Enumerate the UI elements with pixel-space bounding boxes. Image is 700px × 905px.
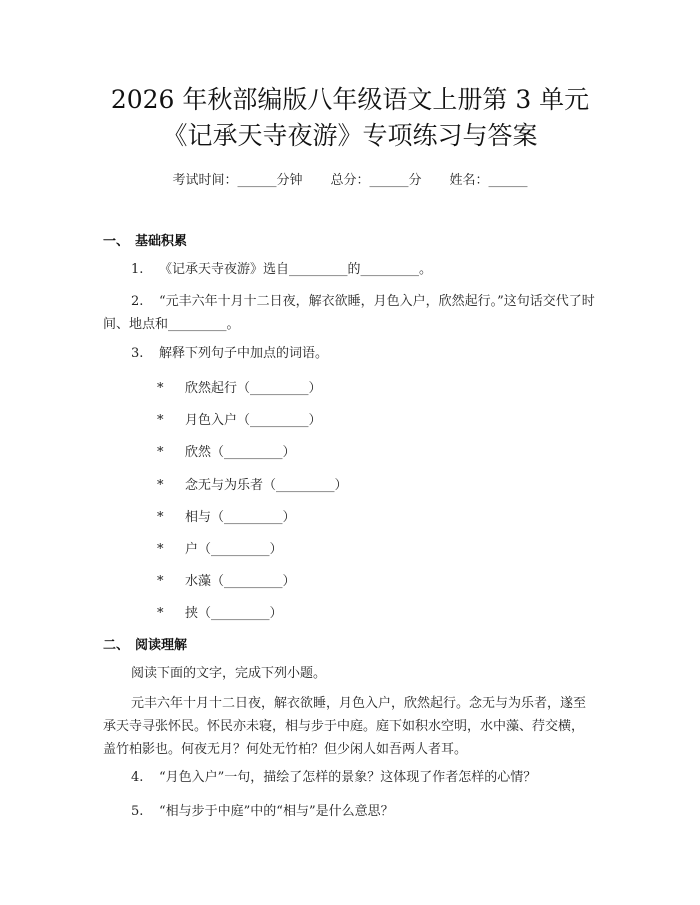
question-1 [131, 259, 432, 281]
bullet-icon: * [157, 445, 164, 460]
vocab-item [157, 570, 296, 589]
vocab-item [157, 538, 283, 557]
bullet-icon: * [157, 574, 164, 589]
bullet-icon: * [157, 606, 164, 621]
question-5-number: 5. [131, 804, 144, 819]
question-3 [131, 343, 328, 365]
vocab-item [157, 409, 322, 428]
question-5 [131, 801, 394, 823]
question-3-text: 解释下列句子中加点的词语。 [159, 346, 329, 361]
exam-time: 考试时间：______分钟 [172, 173, 303, 188]
vocab-item-text: 相与（_________） [185, 510, 296, 525]
doc-title-line1: 2026 年秋部编版八年级语文上册第 3 单元 [110, 85, 590, 114]
bullet-icon: * [157, 510, 164, 525]
vocab-item-text: 欣然（_________） [185, 445, 296, 460]
exam-info [0, 169, 700, 188]
section-2-heading [103, 634, 187, 653]
question-2-text: “元丰六年十月十二日夜，解衣欲睡，月色入户，欣然起行。”这句话交代了时间、地点和_________。 [103, 294, 595, 332]
vocab-item [157, 506, 296, 525]
question-2 [103, 290, 595, 336]
bullet-icon: * [157, 413, 164, 428]
question-4-number: 4. [131, 770, 144, 785]
section-2-title: 阅读理解 [135, 638, 188, 653]
reading-passage: 元丰六年十月十二日夜，解衣欲睡，月色入户，欣然起行。念无与为乐者，遂至承天寺寻张怀民。怀民亦未寝，相与步于中庭。庭下如积水空明，水中藻、荇交横，盖竹柏影也。何夜无月？何处无竹柏？但少闲人如吾两人者耳。 [103, 696, 587, 757]
section-1-title: 基础积累 [135, 234, 188, 249]
bullet-icon: * [157, 542, 164, 557]
section-1-number: 一、 [103, 234, 130, 249]
vocab-item-text: 水藻（_________） [185, 574, 296, 589]
section-2-number: 二、 [103, 638, 130, 653]
vocab-item [157, 602, 283, 621]
vocab-item [157, 441, 296, 460]
exam-name: 姓名：______ [449, 173, 528, 188]
vocab-item-text: 户（_________） [185, 542, 283, 557]
section-1-heading [103, 230, 187, 249]
doc-title-line2: 《记承天寺夜游》专项练习与答案 [162, 121, 538, 150]
exam-score: 总分：______分 [330, 173, 422, 188]
question-3-number: 3. [131, 346, 144, 361]
vocab-item-text: 月色入户（_________） [185, 413, 322, 428]
question-1-text: 《记承天寺夜游》选自_________的_________。 [159, 262, 433, 277]
reading-intro: 阅读下面的文字，完成下列小题。 [131, 666, 327, 681]
question-5-text: “相与步于中庭”中的“相与”是什么意思？ [159, 804, 394, 819]
question-4 [131, 767, 536, 789]
vocab-item-text: 念无与为乐者（_________） [185, 478, 348, 493]
bullet-icon: * [157, 381, 164, 396]
question-4-text: “月色入户”一句，描绘了怎样的景象？这体现了作者怎样的心情？ [159, 770, 537, 785]
vocab-item-text: 欣然起行（_________） [185, 381, 322, 396]
vocab-item-text: 挟（_________） [185, 606, 283, 621]
vocab-item [157, 377, 322, 396]
bullet-icon: * [157, 478, 164, 493]
question-2-number: 2. [131, 294, 144, 309]
question-1-number: 1. [131, 262, 144, 277]
vocab-item [157, 474, 348, 493]
